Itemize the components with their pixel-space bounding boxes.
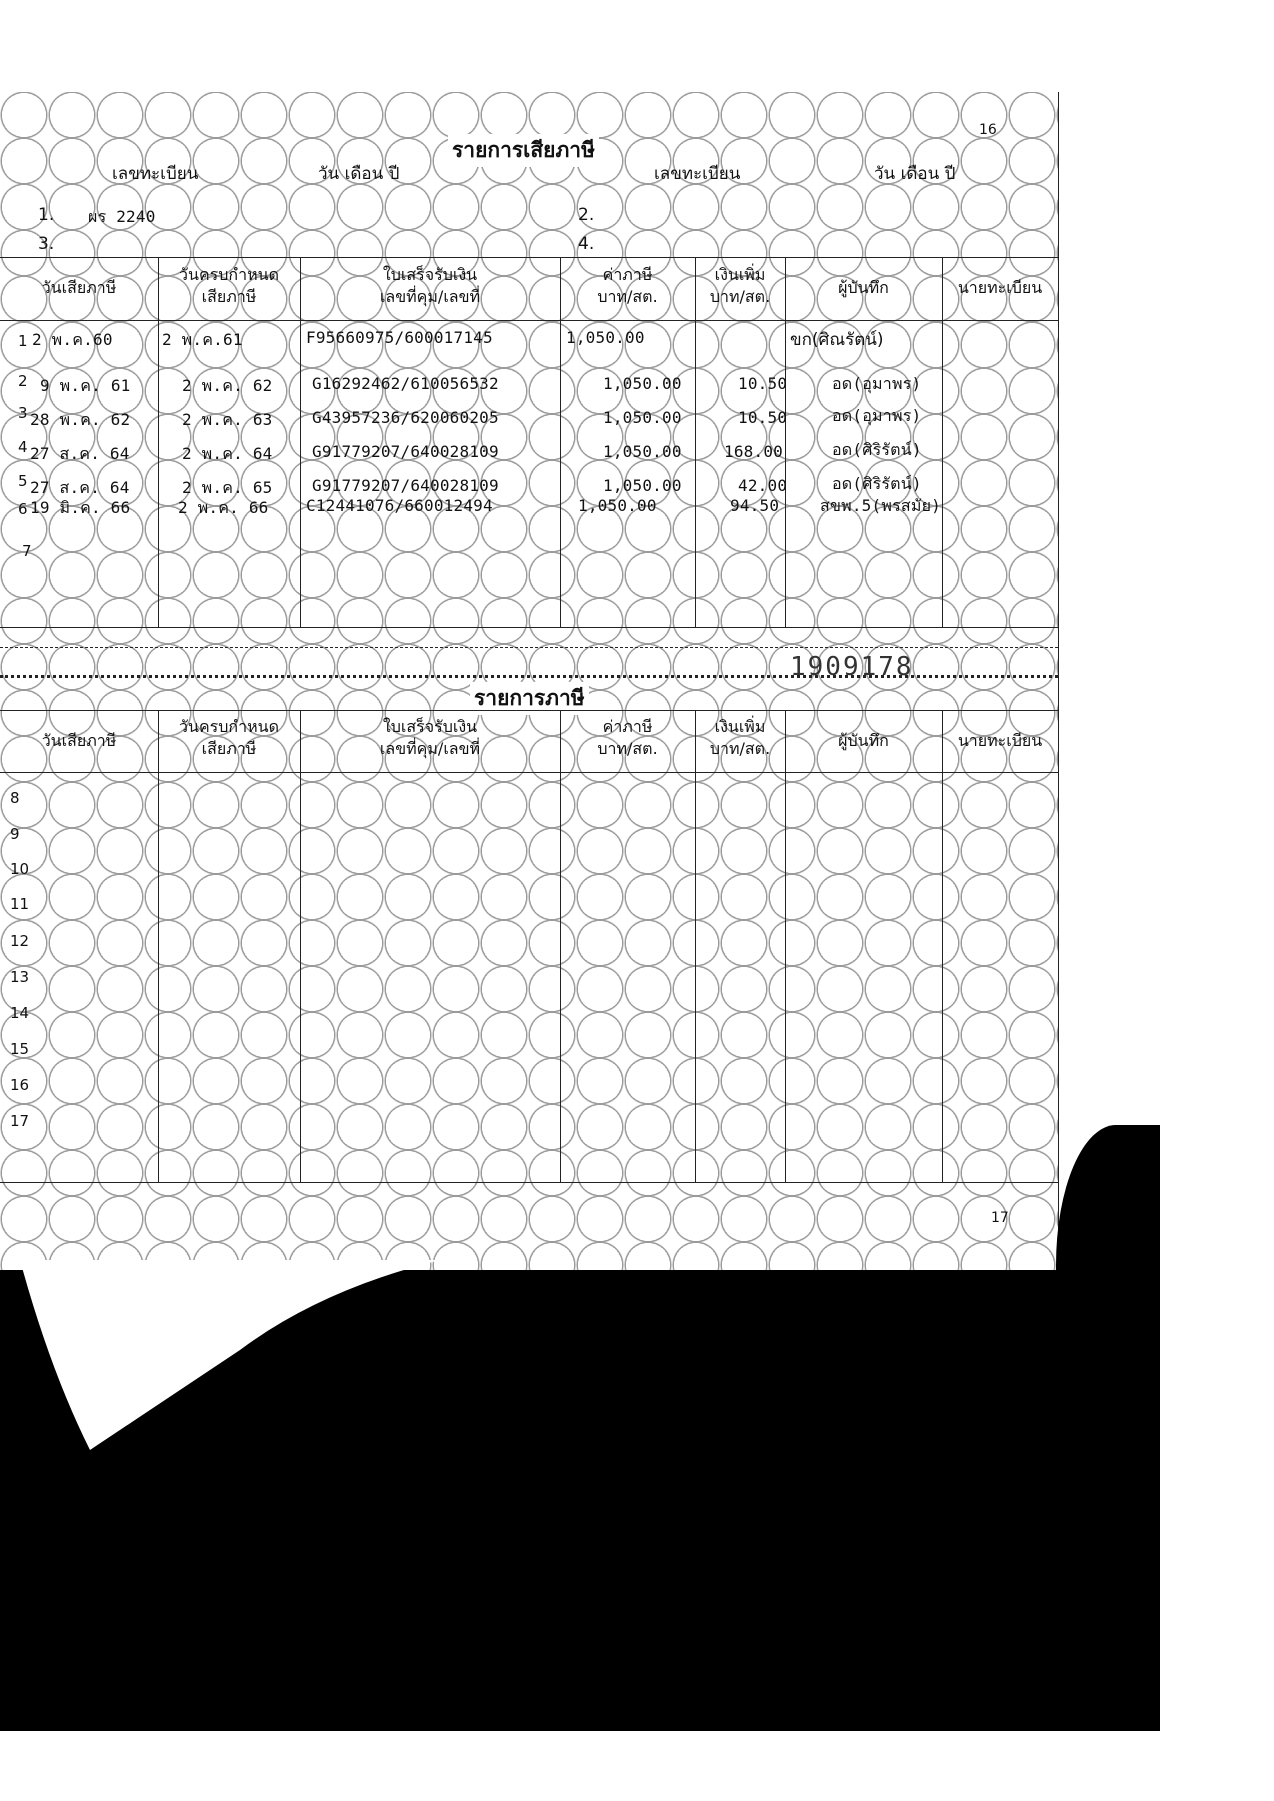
scan-white-corner: [20, 1260, 440, 1450]
column-line: [695, 257, 696, 627]
header-tax-1: ค่าภาษี: [602, 265, 653, 284]
row-extra: 10.50: [738, 374, 788, 393]
row-pay-date: 27 ส.ค. 64: [30, 478, 130, 497]
row-due-date: 2 พ.ค.61: [162, 330, 243, 349]
row-recorder: อด(ศิริรัตน์): [832, 440, 922, 459]
row-pay-date: 27 ส.ค. 64: [30, 444, 130, 463]
row-pay-date: 28 พ.ค. 62: [30, 410, 131, 429]
row-number: 17: [10, 1112, 30, 1130]
page-number-top: 16: [979, 122, 997, 138]
row-number: 15: [10, 1040, 30, 1058]
row-recorder: สขพ.5(พรสมัย): [820, 496, 942, 515]
row-tax: 1,050.00: [566, 328, 645, 347]
row-pay-date: 2 พ.ค.60: [32, 330, 113, 349]
row-receipt: G16292462/610056532: [312, 374, 499, 393]
header-extra-1: เงินเพิ่ม: [714, 717, 766, 736]
header-due-date-2: เสียภาษี: [201, 739, 257, 758]
row-number: 11: [10, 895, 30, 913]
row-pay-date: 19 มิ.ค. 66: [30, 498, 131, 517]
row-pay-date: 9 พ.ค. 61: [40, 376, 131, 395]
row-tax: 1,050.00: [578, 496, 657, 515]
header-due-date-1: วันครบกำหนด: [179, 265, 279, 284]
row-tax: 1,050.00: [603, 408, 682, 427]
column-line: [158, 257, 159, 627]
row-receipt: C12441076/660012494: [306, 496, 493, 515]
tax-record-sheet: [0, 92, 1059, 1276]
row-number: 10: [10, 860, 30, 878]
header-recorder: ผู้บันทึก: [838, 731, 889, 750]
divider-line: [0, 627, 1058, 628]
header-receipt-1: ใบเสร็จรับเงิน: [382, 265, 478, 284]
header-receipt-2: เลขที่คุม/เลขที่: [379, 287, 481, 306]
row-number: 13: [10, 968, 30, 986]
row-recorder: อด(อุมาพร): [832, 374, 922, 393]
header-extra-2: บาท/สต.: [709, 739, 771, 758]
divider-line: [0, 1182, 1058, 1183]
row-extra: 10.50: [738, 408, 788, 427]
row-tax: 1,050.00: [603, 442, 682, 461]
row-receipt: F95660975/600017145: [306, 328, 493, 347]
registration-title: รายการเสียภาษี: [448, 134, 599, 167]
header-registrar: นายทะเบียน: [957, 731, 1043, 750]
row-number: 6: [18, 500, 28, 518]
row-number: 2: [18, 372, 28, 390]
reg-line-1-value: ผร 2240: [88, 207, 156, 226]
stamp-number: 1909178: [790, 652, 914, 682]
column-line: [785, 257, 786, 627]
header-receipt-2: เลขที่คุม/เลขที่: [379, 739, 481, 758]
row-number: 9: [10, 825, 20, 843]
column-line: [300, 710, 301, 1182]
header-pay-date: วันเสียภาษี: [41, 278, 117, 297]
header-due-date-2: เสียภาษี: [201, 287, 257, 306]
row-number: 12: [10, 932, 30, 950]
row-due-date: 2 พ.ค. 62: [182, 376, 273, 395]
header-extra-2: บาท/สต.: [709, 287, 771, 306]
row-number: 7: [22, 542, 32, 560]
column-line: [560, 710, 561, 1182]
row-recorder: อด(อุมาพร): [832, 406, 922, 425]
tax-list-title: รายการภาษี: [470, 682, 589, 715]
header-tax-1: ค่าภาษี: [602, 717, 653, 736]
row-receipt: G91779207/640028109: [312, 442, 499, 461]
row-tax: 1,050.00: [603, 476, 682, 495]
divider-line: [0, 647, 1058, 648]
header-receipt-1: ใบเสร็จรับเงิน: [382, 717, 478, 736]
row-number: 14: [10, 1004, 30, 1022]
row-receipt: G91779207/640028109: [312, 476, 499, 495]
column-line: [158, 710, 159, 1182]
column-line: [300, 257, 301, 627]
row-extra: 42.00: [738, 476, 788, 495]
row-number: 5: [18, 472, 28, 490]
header-tax-2: บาท/สต.: [597, 287, 658, 306]
column-line: [942, 710, 943, 1182]
row-number: 16: [10, 1076, 30, 1094]
scan-shadow-right: [1056, 1125, 1160, 1275]
row-number: 3: [18, 404, 28, 422]
header-registrar: นายทะเบียน: [957, 278, 1043, 297]
reg-line-1-number: 1.: [38, 205, 55, 225]
row-number: 4: [18, 438, 28, 456]
row-number: 1: [18, 332, 28, 350]
row-extra: 94.50: [730, 496, 780, 515]
column-line: [942, 257, 943, 627]
row-recorder: อด(ศิริรัตน์): [832, 474, 922, 493]
reg-line-3-number: 3.: [38, 234, 55, 254]
row-number: 8: [10, 789, 20, 807]
header-tax-2: บาท/สต.: [597, 739, 658, 758]
reg-number-label: เลขทะเบียน: [112, 164, 199, 184]
header-pay-date: วันเสียภาษี: [41, 731, 117, 750]
row-due-date: 2 พ.ค. 64: [182, 444, 273, 463]
reg-number-label-2: เลขทะเบียน: [654, 164, 741, 184]
row-due-date: 2 พ.ค. 65: [182, 478, 273, 497]
reg-date-label-2: วัน เดือน ปี: [874, 164, 956, 184]
reg-line-2-number: 2.: [578, 205, 595, 225]
row-receipt: G43957236/620060205: [312, 408, 499, 427]
row-due-date: 2 พ.ค. 66: [178, 498, 269, 517]
row-extra: 168.00: [724, 442, 783, 461]
header-extra-1: เงินเพิ่ม: [714, 265, 766, 284]
row-due-date: 2 พ.ค. 63: [182, 410, 273, 429]
header-recorder: ผู้บันทึก: [838, 278, 889, 297]
row-tax: 1,050.00: [603, 374, 682, 393]
column-line: [785, 710, 786, 1182]
header-due-date-1: วันครบกำหนด: [179, 717, 279, 736]
column-line: [695, 710, 696, 1182]
reg-line-4-number: 4.: [578, 234, 595, 254]
reg-date-label: วัน เดือน ปี: [318, 164, 400, 184]
page-number-bottom: 17: [991, 1210, 1009, 1226]
row-recorder: ขก(ศิณรัตน์): [790, 330, 884, 350]
column-line: [560, 257, 561, 627]
